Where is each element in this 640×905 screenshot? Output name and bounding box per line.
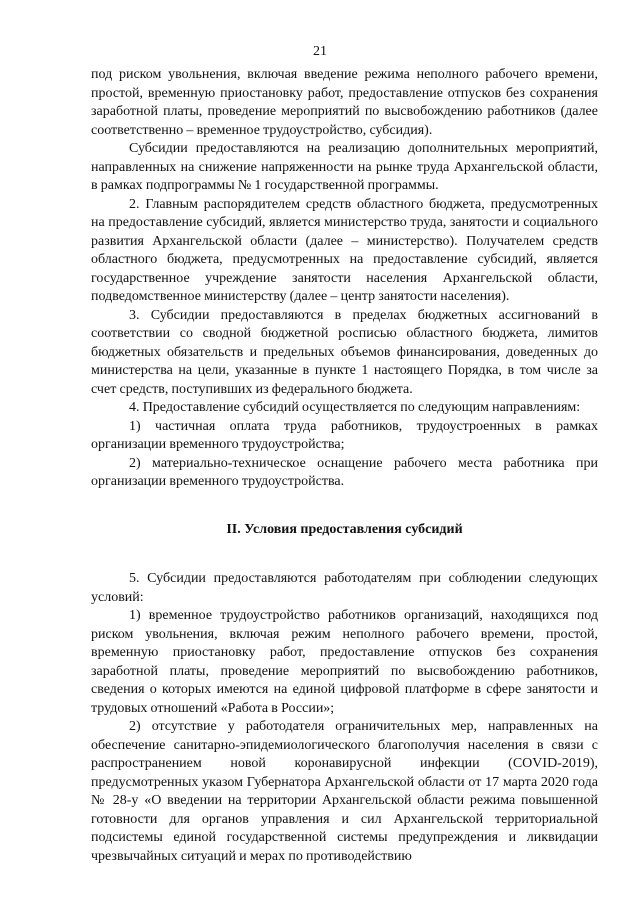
paragraph-continuation: под риском увольнения, включая введение режима неполного рабочего времени, простой, временную приостановку работ, предоставление отпусков без сохранения заработной платы, проведение мероприятий по высвобождению работников (далее соответственно – временное трудоустройство, субсидия). — [91, 67, 598, 138]
section-heading: II. Условия предоставления субсидий — [226, 521, 463, 537]
paragraph-condition-2: 2) отсутствие у работодателя ограничительных мер, направленных на обеспечение санитарно-эпидемиологического благополучия населения в связи с распространением новой коронавирусной инфекции (COVID-2019), предусмотренных указом Губернатора Архангельской области от 17 марта 2020 года № 28-у «О введении на территории Архангельской области режима повышенной готовности для органов управления и сил Архангельской территориальной подсистемы единой государственной системы предупреждения и ликвидации чрезвычайных ситуаций и мерах по противодействию — [91, 719, 598, 864]
paragraph-direction-2: 2) материально-техническое оснащение рабочего места работника при организации временного трудоустройства. — [91, 455, 598, 489]
paragraph-item-4: 4. Предоставление субсидий осуществляется по следующим направлениям: — [129, 400, 581, 415]
paragraph-condition-1: 1) временное трудоустройство работников организаций, находящихся под риском увольнения, включая режим неполного рабочего времени, простой, временную приостановку работ, предоставление отпусков без сохранения заработной платы, проведение мероприятий по высвобождению работников, сведения о которых имеются на единой цифровой платформе в сфере занятости и трудовых отношений «Работа в России»; — [91, 608, 598, 716]
paragraph-item-3: 3. Субсидии предоставляются в пределах бюджетных ассигнований в соответствии со сводной бюджетной росписью областного бюджета, лимитов бюджетных обязательств и предельных объемов финансирования, доведенных до министерства на цели, указанные в пункте 1 настоящего Порядка, в том числе за счет средств, поступивших из федерального бюджета. — [91, 307, 598, 397]
paragraph-item-2: 2. Главным распорядителем средств областного бюджета, предусмотренных на предоставление субсидий, является министерство труда, занятости и социального развития Архангельской области (далее – министерство). Получателем средств областного бюджета, предусмотренных на предоставление субсидий, является государственное учреждение занятости населения Архангельской области, подведомственное министерству (далее – центр занятости населения). — [91, 196, 598, 304]
paragraph-subsidy-purpose: Субсидии предоставляются на реализацию дополнительных мероприятий, направленных на снижение напряженности на рынке труда Архангельской области, в рамках подпрограммы № 1 государственной программы. — [91, 141, 598, 193]
paragraph-direction-1: 1) частичная оплата труда работников, трудоустроенных в рамках организации временного трудоустройства; — [91, 418, 598, 452]
document-body — [91, 66, 598, 866]
page-number: 21 — [313, 44, 327, 59]
paragraph-item-5: 5. Субсидии предоставляются работодателям при соблюдении следующих условий: — [91, 571, 598, 605]
